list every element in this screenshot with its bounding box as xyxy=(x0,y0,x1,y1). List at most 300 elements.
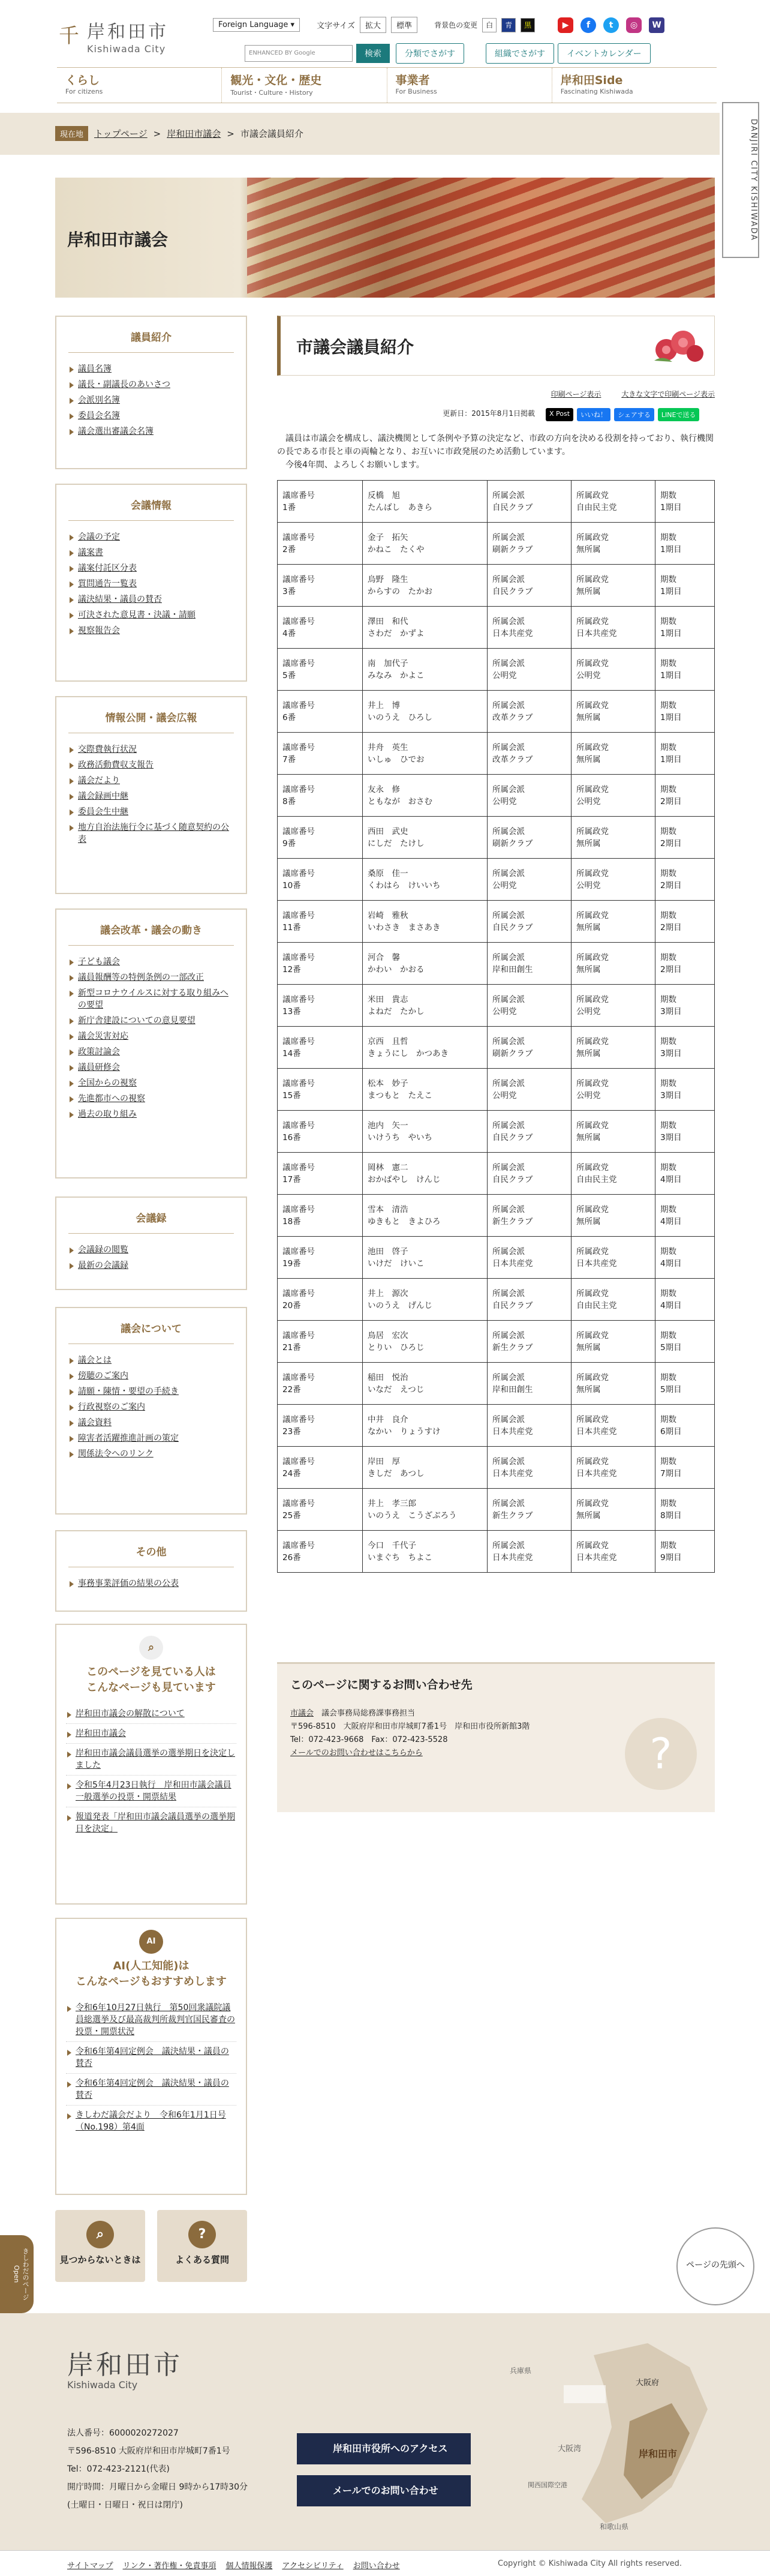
nav-section-title: その他 xyxy=(68,1540,234,1567)
category-search-button[interactable]: 分類でさがす xyxy=(396,43,464,64)
member-term-cell xyxy=(655,523,715,565)
nav-link[interactable]: 新型コロナウイルスに対する取り組みへの要望 xyxy=(78,988,228,1010)
cell-line-2: 日本共産党 xyxy=(492,1258,533,1268)
cell-line-1: 期数 xyxy=(660,1120,676,1130)
cell-line-1: 期数 xyxy=(660,1540,676,1551)
nav-link[interactable]: 全国からの視察 xyxy=(78,1078,137,1088)
nav-section-meetings xyxy=(55,484,247,682)
nav-item[interactable] xyxy=(68,1576,234,1591)
cell-line-2: 22番 xyxy=(282,1384,301,1395)
nav-link[interactable]: 過去の取り組み xyxy=(78,1109,137,1119)
cell-line-1: 所属会派 xyxy=(492,994,525,1004)
footer-hours: 開庁時間：月曜日から金曜日 9時から17時30分 xyxy=(67,2482,248,2492)
cell-line-1: 議席番号 xyxy=(282,1456,315,1467)
cell-line-2: 無所属 xyxy=(576,1342,601,1353)
nav-item[interactable] xyxy=(68,1399,234,1415)
access-button[interactable] xyxy=(297,2433,471,2464)
page-top-label: ページの先頭へ xyxy=(686,2260,745,2270)
member-seat-cell xyxy=(278,1069,363,1111)
cell-line-2: みなみ かよこ xyxy=(368,670,425,680)
members-table xyxy=(277,480,715,1573)
nav-link[interactable]: 事務事業評価の結果の公表 xyxy=(78,1579,179,1588)
nav-link[interactable]: 議長・副議長のあいさつ xyxy=(78,380,170,389)
cell-line-2: たんばし あきら xyxy=(368,502,432,512)
twitter-icon[interactable]: t xyxy=(603,17,619,33)
map-label-bay: 大阪湾 xyxy=(558,2445,582,2454)
inquiry-address: 〒596-8510 大阪府岸和田市岸城町7番1号 岸和田市役所新館3階 xyxy=(290,1722,530,1731)
map-label-osaka: 大阪府 xyxy=(636,2379,660,2388)
nav-item[interactable] xyxy=(68,757,234,773)
ai-link[interactable]: 令和6年10月27日執行 第50回衆議院議員総選挙及び最高裁判所裁判官国民審査の投票・開票状況 xyxy=(76,2003,235,2037)
gnav-label: 岸和田Side xyxy=(560,74,623,87)
member-seat-cell xyxy=(278,1447,363,1489)
cell-line-2: 無所属 xyxy=(576,1510,601,1521)
cell-line-1: 議席番号 xyxy=(282,532,315,542)
nav-item[interactable] xyxy=(68,1258,234,1273)
cell-line-2: 自民クラブ xyxy=(492,1174,533,1184)
mail-inquiry-button[interactable] xyxy=(297,2475,471,2506)
member-party-cell xyxy=(572,649,655,691)
member-party-cell xyxy=(572,775,655,817)
faq-button[interactable] xyxy=(157,2210,247,2282)
cell-line-2: 10番 xyxy=(282,880,301,890)
line-app-icon[interactable]: W xyxy=(649,17,664,33)
nav-link[interactable]: 行政視察のご案内 xyxy=(78,1402,145,1412)
footer-link-copyright[interactable]: リンク・著作権・免責事項 xyxy=(122,2562,216,2571)
cell-line-2: 日本共産党 xyxy=(576,1468,617,1479)
cell-line-2: いわさき まさあき xyxy=(368,922,441,932)
ai-link[interactable]: きしわだ議会だより 令和6年1月1日号（No.198）第4面 xyxy=(76,2110,226,2132)
member-group-cell xyxy=(488,481,572,523)
member-term-cell xyxy=(655,1489,715,1531)
cell-line-1: 所属会派 xyxy=(492,1162,525,1172)
popular-item[interactable] xyxy=(66,1744,236,1776)
nav-link[interactable]: 請願・陳情・要望の手続き xyxy=(78,1387,179,1396)
gnav-sub: For citizens xyxy=(65,88,103,95)
cell-line-1: 期数 xyxy=(660,1456,676,1467)
member-row xyxy=(278,607,715,649)
nav-link[interactable]: 議会資料 xyxy=(78,1418,112,1428)
nav-item[interactable] xyxy=(68,1075,234,1091)
footer-logo-sub: Kishiwada City xyxy=(67,2379,138,2391)
nav-link[interactable]: 新庁舎建設についての意見要望 xyxy=(78,1016,195,1025)
nav-item[interactable] xyxy=(68,576,234,592)
large-print-link[interactable]: 大きな文字で印刷ページ表示 xyxy=(621,390,715,398)
nav-item[interactable] xyxy=(68,361,234,377)
nav-link[interactable]: 質問通告一覧表 xyxy=(78,579,137,589)
nav-item[interactable] xyxy=(68,804,234,820)
gnav-sub: For Business xyxy=(395,88,437,95)
cell-line-1: 所属会派 xyxy=(492,1456,525,1467)
member-name-cell xyxy=(363,607,488,649)
nav-link[interactable]: 関係法令へのリンク xyxy=(78,1449,154,1459)
nav-section-about xyxy=(55,1307,247,1515)
cell-line-2: にしだ たけし xyxy=(368,838,425,848)
member-name-cell xyxy=(363,1363,488,1405)
cell-line-1: 議席番号 xyxy=(282,1498,315,1509)
nav-item[interactable] xyxy=(68,1415,234,1431)
cell-line-2: 5期目 xyxy=(660,1384,682,1395)
cell-line-1: 所属政党 xyxy=(576,742,609,752)
nav-link[interactable]: 政策討論会 xyxy=(78,1047,120,1057)
nav-link[interactable]: 議決結果・議員の賛否 xyxy=(78,595,162,604)
share-bar xyxy=(546,408,699,421)
cell-line-1: 議席番号 xyxy=(282,1540,315,1551)
cell-line-1: 河合 馨 xyxy=(368,952,400,962)
member-group-cell xyxy=(488,1489,572,1531)
member-party-cell xyxy=(572,1069,655,1111)
nav-link[interactable]: 傍聴のご案内 xyxy=(78,1371,128,1381)
cell-line-1: 期数 xyxy=(660,1162,676,1172)
member-group-cell xyxy=(488,523,572,565)
nav-link[interactable]: 議会だより xyxy=(78,776,120,785)
footer-link-contact[interactable]: お問い合わせ xyxy=(353,2562,400,2571)
cell-line-1: 期数 xyxy=(660,616,676,626)
member-seat-cell xyxy=(278,1363,363,1405)
foreign-language-select[interactable]: Foreign Language ▾ xyxy=(213,18,300,32)
event-calendar-button[interactable]: イベントカレンダー xyxy=(558,43,651,64)
nav-link[interactable]: 議会選出審議会名簿 xyxy=(78,427,154,436)
search-icon: ⌕ xyxy=(86,2221,114,2248)
cell-line-2: 無所属 xyxy=(576,1048,601,1058)
member-seat-cell xyxy=(278,607,363,649)
bg-blue-button[interactable]: 青 xyxy=(501,18,516,32)
bg-black-button[interactable]: 黒 xyxy=(521,18,535,32)
cell-line-1: 南 加代子 xyxy=(368,658,408,668)
cell-line-1: 井上 源次 xyxy=(368,1288,408,1299)
nav-item[interactable] xyxy=(68,1353,234,1368)
popular-item[interactable] xyxy=(66,1776,236,1807)
popular-link[interactable]: 令和5年4月23日執行 岸和田市議会議員一般選挙の投票・開票結果 xyxy=(76,1780,231,1802)
footer-link-sitemap[interactable]: サイトマップ xyxy=(67,2562,113,2571)
nav-link[interactable]: 先進都市への視察 xyxy=(78,1094,145,1103)
footer-tel: Tel：072-423-2121(代表) xyxy=(67,2464,170,2474)
cell-line-2: 無所属 xyxy=(576,1384,601,1395)
member-group-cell xyxy=(488,775,572,817)
member-name-cell xyxy=(363,901,488,943)
member-party-cell xyxy=(572,901,655,943)
member-group-cell xyxy=(488,1363,572,1405)
cell-line-1: 期数 xyxy=(660,784,676,794)
nav-link[interactable]: 交際費執行状況 xyxy=(78,745,137,754)
nav-link[interactable]: 議員報酬等の特例条例の一部改正 xyxy=(78,973,204,982)
cell-line-1: 西田 武史 xyxy=(368,826,408,836)
cell-line-1: 議席番号 xyxy=(282,1078,315,1088)
nav-item[interactable] xyxy=(68,560,234,576)
cell-line-2: 2番 xyxy=(282,544,296,554)
member-group-cell xyxy=(488,1279,572,1321)
nav-item[interactable] xyxy=(68,408,234,424)
cell-line-2: 2期目 xyxy=(660,880,682,890)
cell-line-2: 岸和田創生 xyxy=(492,1384,533,1395)
member-row xyxy=(278,691,715,733)
member-party-cell xyxy=(572,1279,655,1321)
popular-item[interactable] xyxy=(66,1704,236,1724)
nav-link[interactable]: 視察報告会 xyxy=(78,626,120,635)
cell-line-1: 鳥居 宏次 xyxy=(368,1330,408,1341)
cell-line-2: 無所属 xyxy=(576,544,601,554)
nav-item[interactable] xyxy=(68,623,234,638)
cell-line-2: 改革クラブ xyxy=(492,712,533,722)
map-label-wakayama: 和歌山県 xyxy=(600,2523,629,2531)
cell-line-2: 23番 xyxy=(282,1426,301,1437)
footer-link-privacy[interactable]: 個人情報保護 xyxy=(225,2562,273,2571)
text-size-std-button[interactable]: 標準 xyxy=(391,17,417,33)
cell-line-2: 自由民主党 xyxy=(576,502,617,512)
cell-line-1: 所属政党 xyxy=(576,1120,609,1130)
ai-link[interactable]: 令和6年第4回定例会 議決結果・議員の賛否 xyxy=(76,2047,229,2068)
x-post-button[interactable]: X Post xyxy=(546,408,573,421)
inquiry-mail-link[interactable]: メールでのお問い合わせはこちらから xyxy=(290,1749,423,1758)
nav-item[interactable] xyxy=(68,970,234,985)
member-party-cell xyxy=(572,1027,655,1069)
not-found-button[interactable] xyxy=(55,2210,145,2282)
cell-line-2: 公明党 xyxy=(492,1090,517,1100)
nav-item[interactable] xyxy=(68,1106,234,1122)
nav-item[interactable] xyxy=(68,529,234,545)
member-term-cell xyxy=(655,733,715,775)
facebook-share-button[interactable]: シェアする xyxy=(614,408,654,421)
nav-link[interactable]: 地方自治法施行令に基づく随意契約の公表 xyxy=(78,823,229,844)
breadcrumb-council[interactable]: 岸和田市議会 xyxy=(167,128,221,139)
nav-item[interactable] xyxy=(68,1368,234,1384)
logo-subtitle: Kishiwada City xyxy=(87,43,166,55)
nav-link[interactable]: 政務活動費収支報告 xyxy=(78,760,154,770)
cell-line-2: 12番 xyxy=(282,964,301,974)
member-group-cell xyxy=(488,733,572,775)
facebook-like-button[interactable]: いいね！ xyxy=(577,408,610,421)
member-row xyxy=(278,1363,715,1405)
youtube-icon[interactable]: ▶ xyxy=(558,17,573,33)
cell-line-2: 日本共産党 xyxy=(492,1552,533,1563)
cell-line-1: 桑原 佳一 xyxy=(368,868,408,878)
cell-line-1: 期数 xyxy=(660,1372,676,1383)
nav-link[interactable]: 会議の予定 xyxy=(78,532,120,542)
gnav-tourism[interactable] xyxy=(222,68,387,103)
cell-line-1: 所属会派 xyxy=(492,826,525,836)
nav-link[interactable]: 子ども議会 xyxy=(78,957,120,967)
cell-line-1: 岩崎 雅秋 xyxy=(368,910,408,920)
cell-line-1: 期数 xyxy=(660,1498,676,1509)
member-seat-cell xyxy=(278,733,363,775)
bg-white-button[interactable]: 白 xyxy=(482,18,497,32)
member-group-cell xyxy=(488,1531,572,1573)
member-party-cell xyxy=(572,859,655,901)
nav-item[interactable] xyxy=(68,1242,234,1258)
popular-link[interactable]: 岸和田市議会の解散について xyxy=(76,1709,185,1719)
print-page-link[interactable]: 印刷ページ表示 xyxy=(551,390,601,398)
member-group-cell xyxy=(488,901,572,943)
gnav-citizens[interactable] xyxy=(57,68,222,103)
breadcrumb xyxy=(0,113,720,155)
gnav-business[interactable] xyxy=(387,68,552,103)
nav-link[interactable]: 議員名簿 xyxy=(78,364,112,374)
member-name-cell xyxy=(363,985,488,1027)
ai-item[interactable] xyxy=(66,2042,236,2074)
search-button[interactable]: 検索 xyxy=(356,44,390,63)
nav-item[interactable] xyxy=(68,773,234,788)
not-found-label: 見つからないときは xyxy=(59,2254,141,2265)
member-row xyxy=(278,985,715,1027)
cell-line-2: 20番 xyxy=(282,1300,301,1311)
nav-item[interactable] xyxy=(68,1060,234,1075)
cell-line-2: 公明党 xyxy=(576,880,601,890)
nav-item[interactable] xyxy=(68,607,234,623)
nav-item[interactable] xyxy=(68,1044,234,1060)
cell-line-2: 14番 xyxy=(282,1048,301,1058)
nav-item[interactable] xyxy=(68,742,234,757)
member-seat-cell xyxy=(278,1279,363,1321)
nav-item[interactable] xyxy=(68,377,234,392)
intro-paragraph: 議員は市議会を構成し、議決機関として条例や予算の決定など、市政の方向を決める役割を持っており、執行機関の長である市長と車の両輪となり、お互いに市政発展のため活動しています。 xyxy=(277,434,714,457)
instagram-icon[interactable]: ◎ xyxy=(626,17,642,33)
footer-logo: 岸和田市 xyxy=(67,2350,182,2380)
member-seat-cell xyxy=(278,1321,363,1363)
nav-link[interactable]: 会議録の閲覧 xyxy=(78,1245,128,1255)
cell-line-2: 公明党 xyxy=(492,1006,517,1016)
org-search-button[interactable]: 組織でさがす xyxy=(486,43,554,64)
footer-link-accessibility[interactable]: アクセシビリティ xyxy=(282,2562,344,2571)
member-seat-cell xyxy=(278,523,363,565)
popular-item[interactable] xyxy=(66,1807,236,1839)
nav-item[interactable] xyxy=(68,1013,234,1028)
member-party-cell xyxy=(572,1195,655,1237)
cell-line-2: 無所属 xyxy=(576,1132,601,1142)
breadcrumb-page: 市議会議員紹介 xyxy=(240,128,303,139)
cell-line-1: 所属政党 xyxy=(576,532,609,542)
magnifier-icon: ⌕ xyxy=(139,1636,163,1660)
member-term-cell xyxy=(655,481,715,523)
member-name-cell xyxy=(363,1279,488,1321)
nav-item[interactable] xyxy=(68,788,234,804)
cell-line-1: 所属会派 xyxy=(492,490,525,500)
nav-item[interactable] xyxy=(68,985,234,1013)
kishiwada-side-tab[interactable]: きしわだのページ Open xyxy=(0,2235,34,2313)
cell-line-1: 米田 貴志 xyxy=(368,994,408,1004)
nav-item[interactable] xyxy=(68,1446,234,1462)
member-seat-cell xyxy=(278,1195,363,1237)
cell-line-2: 2期目 xyxy=(660,838,682,848)
cell-line-1: 所属会派 xyxy=(492,784,525,794)
cell-line-1: 期数 xyxy=(660,826,676,836)
member-row xyxy=(278,775,715,817)
nav-section-other xyxy=(55,1530,247,1612)
nav-item[interactable] xyxy=(68,820,234,847)
cell-line-1: 議席番号 xyxy=(282,1414,315,1425)
cell-line-1: 所属政党 xyxy=(576,868,609,878)
popular-link[interactable]: 岸和田市議会 xyxy=(76,1729,126,1738)
nav-item[interactable] xyxy=(68,392,234,408)
map-label-hyogo: 兵庫県 xyxy=(510,2367,532,2375)
breadcrumb-separator: > xyxy=(153,128,161,139)
member-term-cell xyxy=(655,691,715,733)
nav-item[interactable] xyxy=(68,592,234,607)
line-share-button[interactable]: LINEで送る xyxy=(658,408,700,421)
cell-line-1: 池内 矢一 xyxy=(368,1120,408,1130)
cell-line-2: いのうえ ひろし xyxy=(368,712,432,722)
nav-link[interactable]: 可決された意見書・決議・請願 xyxy=(78,610,195,620)
cell-line-2: なかい りょうすけ xyxy=(368,1426,441,1437)
member-party-cell xyxy=(572,565,655,607)
cell-line-2: 3期目 xyxy=(660,1006,682,1016)
inquiry-dept-link[interactable]: 市議会 xyxy=(290,1709,314,1718)
nav-link[interactable]: 委員会名簿 xyxy=(78,411,120,421)
cell-line-2: 25番 xyxy=(282,1510,301,1521)
cell-line-1: 所属会派 xyxy=(492,1036,525,1046)
nav-link[interactable]: 議会とは xyxy=(78,1356,112,1365)
nav-item[interactable] xyxy=(68,1091,234,1106)
text-size-large-button[interactable]: 拡大 xyxy=(360,17,386,33)
nav-item[interactable] xyxy=(68,1431,234,1446)
ai-item[interactable] xyxy=(66,2074,236,2106)
nav-link[interactable]: 議案付託区分表 xyxy=(78,563,137,573)
danjiri-city-banner[interactable]: DANJIRI CITY KISHIWADA xyxy=(722,102,759,258)
member-seat-cell xyxy=(278,817,363,859)
gnav-side[interactable] xyxy=(552,68,717,103)
member-party-cell xyxy=(572,1531,655,1573)
city-emblem-icon: 千 xyxy=(59,23,79,48)
nav-link[interactable]: 議員研修会 xyxy=(78,1063,120,1072)
nav-item[interactable] xyxy=(68,1384,234,1399)
cell-line-2: 日本共産党 xyxy=(576,1258,617,1268)
nav-link[interactable]: 議会録画中継 xyxy=(78,791,128,801)
cell-line-1: 期数 xyxy=(660,1330,676,1341)
search-input[interactable]: ENHANCED BY Google xyxy=(245,45,353,62)
facebook-icon[interactable]: f xyxy=(580,17,596,33)
nav-item[interactable] xyxy=(68,545,234,560)
cell-line-1: 議席番号 xyxy=(282,1288,315,1299)
member-group-cell xyxy=(488,817,572,859)
cell-line-2: 4期目 xyxy=(660,1174,682,1184)
member-party-cell xyxy=(572,1237,655,1279)
popular-item[interactable] xyxy=(66,1724,236,1744)
popular-pages-box xyxy=(55,1624,247,1905)
cell-line-1: 所属政党 xyxy=(576,1372,609,1383)
popular-link[interactable]: 報道発表「岸和田市議会議員選挙の選挙期日を決定」 xyxy=(76,1812,235,1834)
nav-link[interactable]: 会派別名簿 xyxy=(78,395,120,405)
nav-link[interactable]: 最新の会議録 xyxy=(78,1261,128,1270)
cell-line-2: 公明党 xyxy=(492,670,517,680)
nav-item[interactable] xyxy=(68,954,234,970)
member-term-cell xyxy=(655,1405,715,1447)
cell-line-2: 11番 xyxy=(282,922,301,932)
member-group-cell xyxy=(488,607,572,649)
nav-item[interactable] xyxy=(68,1028,234,1044)
ai-item[interactable] xyxy=(66,2106,236,2137)
cell-line-1: 所属会派 xyxy=(492,700,525,710)
nav-item[interactable] xyxy=(68,424,234,439)
inquiry-tel: Tel：072-423-9668 Fax：072-423-5528 xyxy=(290,1735,448,1744)
nav-link[interactable]: 議案書 xyxy=(78,548,103,557)
cell-line-1: 所属政党 xyxy=(576,1330,609,1341)
cell-line-2: 公明党 xyxy=(576,1006,601,1016)
cell-line-2: 無所属 xyxy=(576,838,601,848)
breadcrumb-top[interactable]: トップページ xyxy=(94,128,148,139)
member-row xyxy=(278,1069,715,1111)
ai-link[interactable]: 令和6年第4回定例会 議決結果・議員の賛否 xyxy=(76,2079,229,2100)
cell-line-2: 日本共産党 xyxy=(492,1468,533,1479)
site-logo[interactable] xyxy=(57,17,169,55)
member-group-cell xyxy=(488,1237,572,1279)
ai-item[interactable] xyxy=(66,1998,236,2042)
nav-link[interactable]: 委員会生中継 xyxy=(78,807,128,817)
popular-link[interactable]: 岸和田市議会議員選挙の選挙期日を決定しました xyxy=(76,1749,235,1770)
cell-line-1: 所属政党 xyxy=(576,784,609,794)
cell-line-2: いしゅ ひでお xyxy=(368,754,425,764)
page-top-button[interactable] xyxy=(676,2227,754,2305)
nav-link[interactable]: 議会災害対応 xyxy=(78,1031,128,1041)
nav-link[interactable]: 障害者活躍推進計画の策定 xyxy=(78,1434,179,1443)
